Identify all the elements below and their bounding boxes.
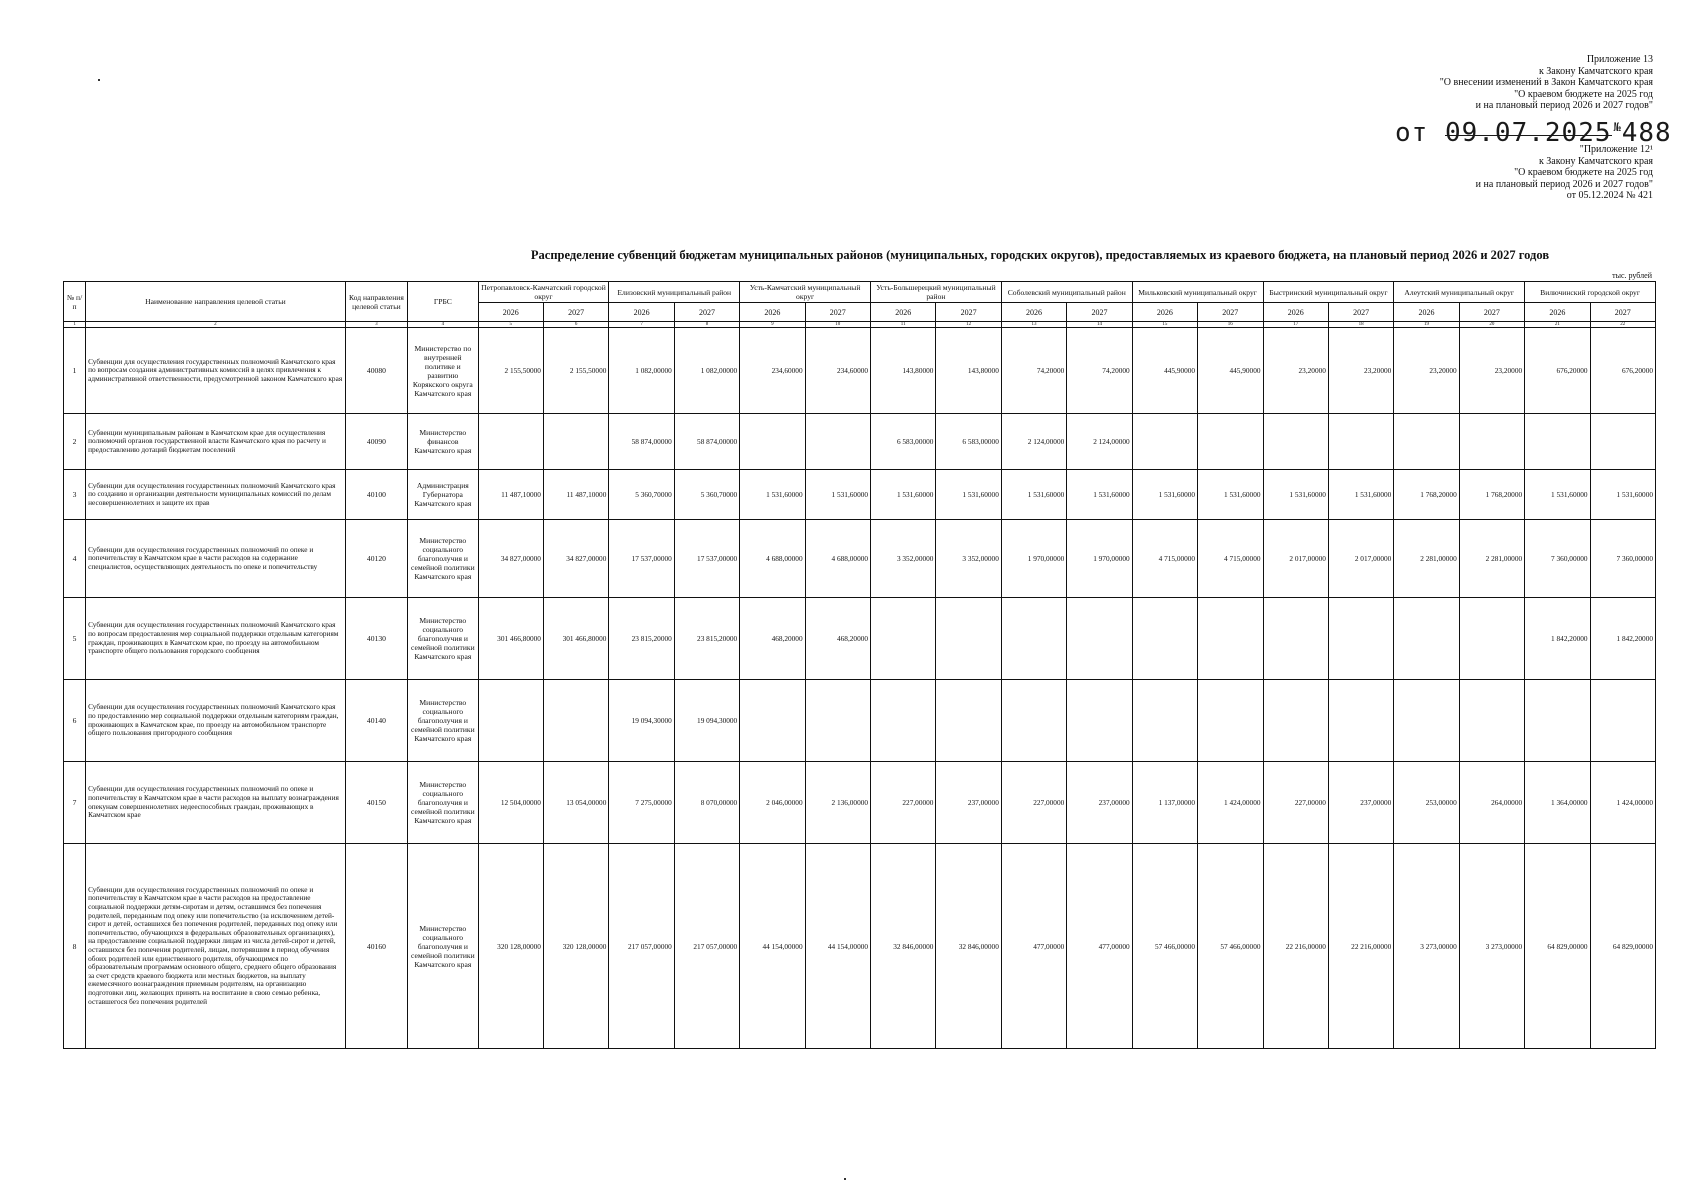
row-grbs: Министерство социального благополучия и семейной политики Камчатского края xyxy=(408,680,478,762)
appendix-line: и на плановый период 2026 и 2027 годов" xyxy=(1475,100,1653,111)
value-cell: 57 466,00000 xyxy=(1198,844,1263,1049)
column-number: 21 xyxy=(1525,322,1590,328)
value-cell: 5 360,70000 xyxy=(609,470,674,520)
stamp-number: 488 xyxy=(1621,118,1672,148)
col-header-municipality: Усть-Большерецкий муниципальный район xyxy=(871,282,1002,303)
value-cell: 1 842,20000 xyxy=(1525,598,1590,680)
value-cell: 1 531,60000 xyxy=(740,470,805,520)
value-cell xyxy=(936,680,1001,762)
value-cell: 1 531,60000 xyxy=(1590,470,1655,520)
row-name: Субвенции для осуществления государственных полномочий по опеке и попечительству в Камчатском крае в части расходов на выплату вознаграждения опекунам совершеннолетних недееспособных граждан, проживающих в Камчатском крае xyxy=(86,762,346,844)
col-header-municipality: Соболевский муниципальный район xyxy=(1001,282,1132,303)
row-grbs: Министерство социального благополучия и семейной политики Камчатского края xyxy=(408,598,478,680)
value-cell: 4 715,00000 xyxy=(1198,520,1263,598)
value-cell xyxy=(1067,598,1132,680)
row-code: 40080 xyxy=(345,328,407,414)
value-cell: 2 155,50000 xyxy=(543,328,608,414)
value-cell: 23 815,20000 xyxy=(609,598,674,680)
appendix-line: "О краевом бюджете на 2025 год xyxy=(1514,167,1653,178)
value-cell xyxy=(1067,680,1132,762)
value-cell: 17 537,00000 xyxy=(609,520,674,598)
table-row xyxy=(64,328,1656,414)
year-header: 2026 xyxy=(1001,303,1066,322)
value-cell xyxy=(805,680,870,762)
column-number: 1 xyxy=(64,322,86,328)
value-cell: 1 531,60000 xyxy=(871,470,936,520)
row-name: Субвенции для осуществления государственных полномочий Камчатского края по вопросам создания административных комиссий в целях привлечения к административной ответственности, предусмотренной законом Камчатского края xyxy=(86,328,346,414)
value-cell: 34 827,00000 xyxy=(543,520,608,598)
value-cell xyxy=(478,680,543,762)
value-cell: 468,20000 xyxy=(805,598,870,680)
appendix-header-top xyxy=(1093,54,1653,112)
col-header-municipality: Елизовский муниципальный район xyxy=(609,282,740,303)
value-cell xyxy=(1263,680,1328,762)
value-cell: 676,20000 xyxy=(1525,328,1590,414)
column-number: 18 xyxy=(1328,322,1393,328)
value-cell: 1 531,60000 xyxy=(1132,470,1197,520)
year-header: 2027 xyxy=(1328,303,1393,322)
value-cell xyxy=(1263,414,1328,470)
row-grbs: Министерство социального благополучия и семейной политики Камчатского края xyxy=(408,762,478,844)
value-cell xyxy=(1001,598,1066,680)
col-header-municipality: Алеутский муниципальный округ xyxy=(1394,282,1525,303)
value-cell xyxy=(1459,598,1524,680)
col-header-grbs: ГРБС xyxy=(408,282,478,322)
value-cell: 237,00000 xyxy=(1067,762,1132,844)
appendix-line: "Приложение 12¹ xyxy=(1579,144,1653,155)
table-row xyxy=(64,762,1656,844)
col-header-code: Код направления целевой статьи xyxy=(345,282,407,322)
value-cell: 3 273,00000 xyxy=(1459,844,1524,1049)
units-label: тыс. рублей xyxy=(1612,271,1652,280)
value-cell: 227,00000 xyxy=(1001,762,1066,844)
row-name: Субвенции для осуществления государственных полномочий Камчатского края по созданию и организации деятельности муниципальных комиссий по делам несовершеннолетних и защите их прав xyxy=(86,470,346,520)
value-cell: 2 155,50000 xyxy=(478,328,543,414)
col-header-num: № п/п xyxy=(64,282,86,322)
value-cell: 1 842,20000 xyxy=(1590,598,1655,680)
value-cell: 676,20000 xyxy=(1590,328,1655,414)
value-cell: 237,00000 xyxy=(1328,762,1393,844)
year-header: 2026 xyxy=(740,303,805,322)
value-cell: 13 054,00000 xyxy=(543,762,608,844)
value-cell: 1 531,60000 xyxy=(1263,470,1328,520)
value-cell xyxy=(1590,414,1655,470)
row-name: Субвенции для осуществления государственных полномочий по опеке и попечительству в Камчатском крае в части расходов на предоставление социальной поддержки детям-сиротам и детям, оставшимся без попечения родителей, переданным под опеку или попечительство (за исключением детей-сирот и детей, оставшихся без попечения родителей, переданных под опеку или попечительство, обучающихся в федеральных образовательных организациях), на предоставление социальной поддержки лицам из числа детей-сирот и детей, оставшихся без попечения родителей, лицам, потерявшим в период обучения обоих родителей или единственного родителя, обучающимся по образовательным программам основного общего, среднего общего образования за счет средств краевого бюджета или местных бюджетов, на выплату ежемесячного вознаграждения приемным родителям, на организацию подготовки лиц, желающих принять на воспитание в свою семью ребенка, оставшегося без попечения родителей xyxy=(86,844,346,1049)
scan-speck xyxy=(844,1178,846,1180)
stamp-date: 09.07.2025 xyxy=(1444,118,1612,148)
appendix-line: к Закону Камчатского края xyxy=(1538,65,1653,77)
value-cell: 1 424,00000 xyxy=(1198,762,1263,844)
value-cell: 1 082,00000 xyxy=(609,328,674,414)
value-cell xyxy=(478,414,543,470)
row-grbs: Министерство по внутренней политике и развитию Корякского округа Камчатского края xyxy=(408,328,478,414)
value-cell: 7 360,00000 xyxy=(1525,520,1590,598)
table-body xyxy=(64,322,1656,1049)
value-cell: 8 070,00000 xyxy=(674,762,739,844)
value-cell: 3 273,00000 xyxy=(1394,844,1459,1049)
value-cell: 34 827,00000 xyxy=(478,520,543,598)
column-number: 10 xyxy=(805,322,870,328)
value-cell: 143,80000 xyxy=(871,328,936,414)
column-number: 20 xyxy=(1459,322,1524,328)
column-number: 22 xyxy=(1590,322,1655,328)
value-cell xyxy=(1394,598,1459,680)
table-row xyxy=(64,520,1656,598)
value-cell: 19 094,30000 xyxy=(609,680,674,762)
value-cell: 44 154,00000 xyxy=(805,844,870,1049)
value-cell: 1 424,00000 xyxy=(1590,762,1655,844)
value-cell: 64 829,00000 xyxy=(1590,844,1655,1049)
value-cell xyxy=(1198,680,1263,762)
year-header: 2027 xyxy=(1459,303,1524,322)
value-cell: 1 364,00000 xyxy=(1525,762,1590,844)
value-cell: 23,20000 xyxy=(1263,328,1328,414)
value-cell: 1 531,60000 xyxy=(805,470,870,520)
value-cell: 1 768,20000 xyxy=(1394,470,1459,520)
col-header-municipality: Быстринский муниципальный округ xyxy=(1263,282,1394,303)
value-cell: 217 057,00000 xyxy=(609,844,674,1049)
col-header-municipality: Вилючинский городской округ xyxy=(1525,282,1656,303)
table-row xyxy=(64,598,1656,680)
column-number: 19 xyxy=(1394,322,1459,328)
year-header: 2026 xyxy=(478,303,543,322)
value-cell: 301 466,80000 xyxy=(543,598,608,680)
value-cell: 23,20000 xyxy=(1394,328,1459,414)
value-cell xyxy=(1132,414,1197,470)
year-header: 2027 xyxy=(1067,303,1132,322)
row-number: 5 xyxy=(64,598,86,680)
value-cell: 7 360,00000 xyxy=(1590,520,1655,598)
header-row xyxy=(64,282,1656,303)
value-cell: 1 970,00000 xyxy=(1001,520,1066,598)
value-cell: 234,60000 xyxy=(740,328,805,414)
column-number: 7 xyxy=(609,322,674,328)
year-header: 2027 xyxy=(543,303,608,322)
table-row xyxy=(64,844,1656,1049)
value-cell: 217 057,00000 xyxy=(674,844,739,1049)
column-number: 9 xyxy=(740,322,805,328)
year-header: 2027 xyxy=(805,303,870,322)
value-cell: 3 352,00000 xyxy=(871,520,936,598)
value-cell: 7 275,00000 xyxy=(609,762,674,844)
value-cell xyxy=(1525,680,1590,762)
value-cell xyxy=(1328,598,1393,680)
appendix-line: "О внесении изменений в Закон Камчатского края xyxy=(1439,77,1653,88)
value-cell xyxy=(1001,680,1066,762)
stamp-prefix: от xyxy=(1395,118,1445,148)
year-header: 2026 xyxy=(1525,303,1590,322)
row-grbs: Администрация Губернатора Камчатского края xyxy=(408,470,478,520)
value-cell xyxy=(1459,680,1524,762)
value-cell: 2 017,00000 xyxy=(1263,520,1328,598)
value-cell xyxy=(1394,414,1459,470)
year-header: 2027 xyxy=(674,303,739,322)
column-number: 15 xyxy=(1132,322,1197,328)
value-cell: 264,00000 xyxy=(1459,762,1524,844)
column-number: 4 xyxy=(408,322,478,328)
value-cell: 1 531,60000 xyxy=(1525,470,1590,520)
col-header-municipality: Усть-Камчатский муниципальный округ xyxy=(740,282,871,303)
row-number: 8 xyxy=(64,844,86,1049)
value-cell xyxy=(805,414,870,470)
col-header-municipality: Мильковский муниципальный округ xyxy=(1132,282,1263,303)
value-cell: 477,00000 xyxy=(1001,844,1066,1049)
value-cell: 22 216,00000 xyxy=(1263,844,1328,1049)
value-cell: 320 128,00000 xyxy=(543,844,608,1049)
page-title: Распределение субвенций бюджетам муниципальных районов (муниципальных, городских округов), предоставляемых из краевого бюджета, на плановый период 2026 и 2027 годов xyxy=(530,248,1550,262)
value-cell: 23,20000 xyxy=(1328,328,1393,414)
row-code: 40130 xyxy=(345,598,407,680)
row-number: 3 xyxy=(64,470,86,520)
value-cell: 6 583,00000 xyxy=(871,414,936,470)
value-cell: 1 531,60000 xyxy=(1328,470,1393,520)
value-cell: 23,20000 xyxy=(1459,328,1524,414)
column-number: 5 xyxy=(478,322,543,328)
value-cell: 11 487,10000 xyxy=(543,470,608,520)
column-number: 13 xyxy=(1001,322,1066,328)
row-code: 40160 xyxy=(345,844,407,1049)
column-number: 8 xyxy=(674,322,739,328)
value-cell: 234,60000 xyxy=(805,328,870,414)
appendix-line: к Закону Камчатского края xyxy=(1538,155,1653,167)
column-number: 17 xyxy=(1263,322,1328,328)
value-cell: 74,20000 xyxy=(1067,328,1132,414)
value-cell xyxy=(1132,598,1197,680)
value-cell: 11 487,10000 xyxy=(478,470,543,520)
year-header: 2027 xyxy=(1590,303,1655,322)
value-cell: 227,00000 xyxy=(871,762,936,844)
appendix-line: от 05.12.2024 № 421 xyxy=(1566,190,1653,201)
table-row xyxy=(64,680,1656,762)
value-cell: 1 768,20000 xyxy=(1459,470,1524,520)
value-cell xyxy=(1328,680,1393,762)
row-code: 40150 xyxy=(345,762,407,844)
value-cell: 1 531,60000 xyxy=(1001,470,1066,520)
appendix-line: Приложение 13 xyxy=(1586,54,1653,65)
value-cell: 44 154,00000 xyxy=(740,844,805,1049)
value-cell: 2 017,00000 xyxy=(1328,520,1393,598)
value-cell: 1 137,00000 xyxy=(1132,762,1197,844)
year-header: 2026 xyxy=(1394,303,1459,322)
value-cell xyxy=(1394,680,1459,762)
value-cell: 5 360,70000 xyxy=(674,470,739,520)
value-cell: 3 352,00000 xyxy=(936,520,1001,598)
value-cell: 6 583,00000 xyxy=(936,414,1001,470)
row-grbs: Министерство финансов Камчатского края xyxy=(408,414,478,470)
row-code: 40120 xyxy=(345,520,407,598)
value-cell xyxy=(543,414,608,470)
value-cell: 468,20000 xyxy=(740,598,805,680)
value-cell: 2 124,00000 xyxy=(1067,414,1132,470)
value-cell: 2 046,00000 xyxy=(740,762,805,844)
row-number: 2 xyxy=(64,414,86,470)
value-cell: 2 124,00000 xyxy=(1001,414,1066,470)
value-cell: 4 688,00000 xyxy=(805,520,870,598)
col-header-municipality: Петропавловск-Камчатский городской округ xyxy=(478,282,609,303)
value-cell: 4 688,00000 xyxy=(740,520,805,598)
row-code: 40140 xyxy=(345,680,407,762)
value-cell xyxy=(740,680,805,762)
value-cell: 58 874,00000 xyxy=(609,414,674,470)
value-cell: 143,80000 xyxy=(936,328,1001,414)
value-cell: 1 970,00000 xyxy=(1067,520,1132,598)
value-cell: 445,90000 xyxy=(1132,328,1197,414)
value-cell xyxy=(871,598,936,680)
year-header: 2027 xyxy=(936,303,1001,322)
table-row xyxy=(64,470,1656,520)
value-cell: 57 466,00000 xyxy=(1132,844,1197,1049)
column-number: 16 xyxy=(1198,322,1263,328)
row-name: Субвенции для осуществления государственных полномочий по опеке и попечительству в Камчатском крае в части расходов на содержание специалистов, осуществляющих деятельность по опеке и попечительству xyxy=(86,520,346,598)
row-name: Субвенции муниципальным районам в Камчатском крае для осуществления полномочий органов государственной власти Камчатского края по расчету и предоставлению дотаций бюджетам поселений xyxy=(86,414,346,470)
row-number: 1 xyxy=(64,328,86,414)
value-cell: 22 216,00000 xyxy=(1328,844,1393,1049)
column-number: 2 xyxy=(86,322,346,328)
value-cell: 17 537,00000 xyxy=(674,520,739,598)
value-cell xyxy=(1263,598,1328,680)
stamp-number-sign: № xyxy=(1613,120,1622,135)
value-cell: 1 531,60000 xyxy=(1198,470,1263,520)
row-name: Субвенции для осуществления государственных полномочий Камчатского края по вопросам предоставления мер социальной поддержки отдельным категориям граждан, проживающих в Камчатском крае, по проезду на автомобильном транспорте общего пользования городского сообщения xyxy=(86,598,346,680)
value-cell xyxy=(1459,414,1524,470)
column-number: 14 xyxy=(1067,322,1132,328)
value-cell: 1 082,00000 xyxy=(674,328,739,414)
row-number: 4 xyxy=(64,520,86,598)
subventions-table xyxy=(63,281,1656,1049)
value-cell: 237,00000 xyxy=(936,762,1001,844)
appendix-line: и на плановый период 2026 и 2027 годов" xyxy=(1475,178,1653,190)
column-number: 3 xyxy=(345,322,407,328)
column-number: 6 xyxy=(543,322,608,328)
value-cell xyxy=(1132,680,1197,762)
col-header-name: Наименование направления целевой статьи xyxy=(86,282,346,322)
value-cell xyxy=(1525,414,1590,470)
table-row xyxy=(64,414,1656,470)
year-header: 2026 xyxy=(1132,303,1197,322)
row-name: Субвенции для осуществления государственных полномочий Камчатского края по предоставлению мер социальной поддержки отдельным категориям граждан, проживающих в Камчатском крае, по проезду на автомобильном транспорте общего пользования пригородного сообщения xyxy=(86,680,346,762)
value-cell: 2 281,00000 xyxy=(1394,520,1459,598)
row-grbs: Министерство социального благополучия и семейной политики Камчатского края xyxy=(408,520,478,598)
row-code: 40100 xyxy=(345,470,407,520)
column-number: 11 xyxy=(871,322,936,328)
value-cell: 253,00000 xyxy=(1394,762,1459,844)
value-cell: 445,90000 xyxy=(1198,328,1263,414)
value-cell: 227,00000 xyxy=(1263,762,1328,844)
year-header: 2026 xyxy=(1263,303,1328,322)
value-cell xyxy=(871,680,936,762)
value-cell: 32 846,00000 xyxy=(871,844,936,1049)
value-cell xyxy=(1198,414,1263,470)
value-cell: 2 136,00000 xyxy=(805,762,870,844)
value-cell: 1 531,60000 xyxy=(936,470,1001,520)
value-cell xyxy=(936,598,1001,680)
column-number: 12 xyxy=(936,322,1001,328)
value-cell: 12 504,00000 xyxy=(478,762,543,844)
row-number: 6 xyxy=(64,680,86,762)
value-cell: 1 531,60000 xyxy=(1067,470,1132,520)
value-cell: 4 715,00000 xyxy=(1132,520,1197,598)
value-cell: 64 829,00000 xyxy=(1525,844,1590,1049)
value-cell: 477,00000 xyxy=(1067,844,1132,1049)
value-cell xyxy=(1590,680,1655,762)
appendix-header-bottom xyxy=(1093,144,1653,202)
value-cell xyxy=(740,414,805,470)
scan-speck xyxy=(98,79,100,81)
value-cell xyxy=(1328,414,1393,470)
value-cell: 32 846,00000 xyxy=(936,844,1001,1049)
row-code: 40090 xyxy=(345,414,407,470)
value-cell: 23 815,20000 xyxy=(674,598,739,680)
row-number: 7 xyxy=(64,762,86,844)
value-cell xyxy=(543,680,608,762)
value-cell xyxy=(1198,598,1263,680)
year-header: 2026 xyxy=(609,303,674,322)
value-cell: 19 094,30000 xyxy=(674,680,739,762)
appendix-line: "О краевом бюджете на 2025 год xyxy=(1514,88,1653,100)
row-grbs: Министерство социального благополучия и семейной политики Камчатского края xyxy=(408,844,478,1049)
value-cell: 58 874,00000 xyxy=(674,414,739,470)
value-cell: 301 466,80000 xyxy=(478,598,543,680)
year-header: 2027 xyxy=(1198,303,1263,322)
value-cell: 2 281,00000 xyxy=(1459,520,1524,598)
value-cell: 320 128,00000 xyxy=(478,844,543,1049)
value-cell: 74,20000 xyxy=(1001,328,1066,414)
year-header: 2026 xyxy=(871,303,936,322)
